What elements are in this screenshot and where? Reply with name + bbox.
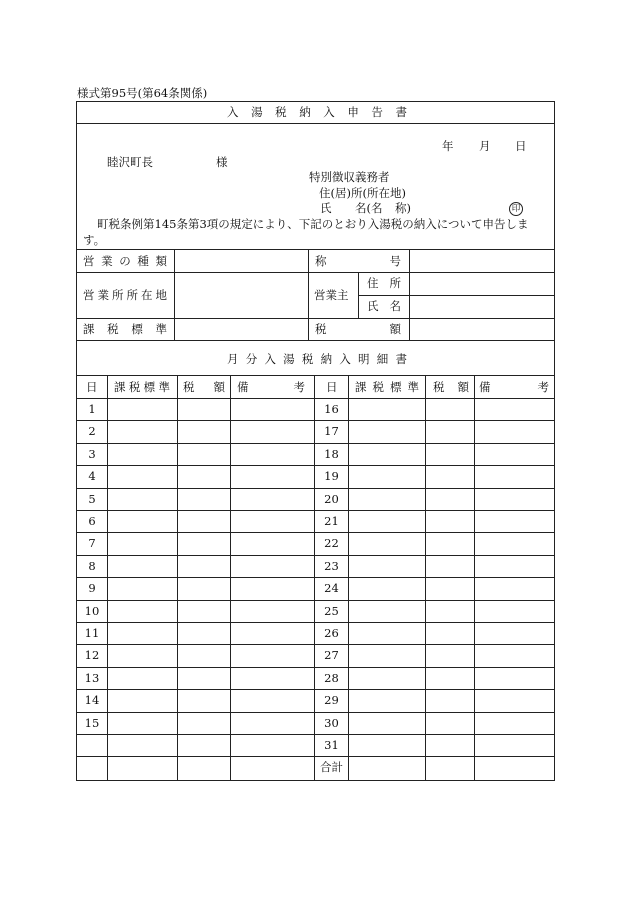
- label-char: 考: [293, 380, 305, 394]
- col-remarks-right: [479, 380, 549, 394]
- row-divider: [77, 555, 554, 556]
- day-right: 25: [324, 603, 339, 618]
- label-char: 入: [264, 352, 276, 366]
- label-char: 税: [275, 105, 287, 119]
- business-type-label: [83, 254, 167, 268]
- row-divider: [77, 488, 554, 489]
- divider: [409, 249, 410, 340]
- form-reference: 様式第95号(第64条関係): [77, 86, 208, 100]
- label-char: 称: [315, 254, 327, 268]
- tax-base-label: [83, 322, 167, 336]
- declaration-text-line2: す。: [83, 233, 106, 247]
- seal-mark: 印: [509, 202, 523, 216]
- label-char: 住: [367, 276, 379, 290]
- label-char: 在: [141, 288, 153, 302]
- day-left: 4: [88, 469, 96, 484]
- label-char: 入: [323, 105, 335, 119]
- day-left: 12: [84, 648, 100, 663]
- day-left: 1: [88, 402, 96, 416]
- label-char: 申: [347, 105, 359, 119]
- day-right: 29: [324, 693, 339, 708]
- detail-title: [227, 352, 407, 366]
- label-char: 備: [237, 380, 249, 394]
- day-left: 7: [88, 536, 96, 551]
- row-divider: [77, 465, 554, 466]
- label-char: 準: [155, 322, 167, 336]
- row-divider: [77, 600, 554, 601]
- label-char: 分: [245, 352, 258, 366]
- col-day-right: 日: [326, 380, 338, 394]
- col-tax-amount-right: [433, 380, 469, 394]
- divider: [77, 398, 554, 399]
- owner-label: 営業主: [314, 288, 349, 302]
- day-right: 17: [324, 424, 339, 439]
- label-char: 準: [158, 380, 170, 394]
- label-char: 備: [479, 380, 491, 394]
- divider: [358, 295, 554, 296]
- label-char: 額: [213, 380, 225, 394]
- day-right: 16: [324, 402, 339, 416]
- label-char: 種: [137, 254, 149, 268]
- divider: [77, 249, 554, 250]
- label-char: 考: [537, 380, 549, 394]
- row-divider: [77, 577, 554, 578]
- label-char: 告: [371, 105, 383, 119]
- label-char: 準: [407, 380, 419, 394]
- day-right: 18: [324, 446, 339, 461]
- col-tax-base-left: [114, 380, 170, 394]
- label-char: 課: [355, 380, 367, 394]
- divider: [77, 340, 554, 341]
- row-divider: [77, 756, 554, 757]
- business-location-label: [83, 288, 167, 302]
- name-label: [315, 254, 401, 268]
- day-right: 20: [324, 491, 339, 506]
- label-char: 税: [315, 322, 327, 336]
- addressee: 睦沢町長: [107, 155, 153, 169]
- row-divider: [77, 532, 554, 533]
- label-char: 標: [390, 380, 402, 394]
- divider: [77, 375, 554, 376]
- date-month: 月: [479, 139, 491, 153]
- label-char: 細: [376, 352, 389, 366]
- label-char: 額: [457, 380, 469, 394]
- label-char: 業: [101, 254, 113, 268]
- day-right: 24: [324, 581, 339, 596]
- day-left: 13: [84, 670, 100, 685]
- row-divider: [77, 667, 554, 668]
- label-char: 地: [155, 288, 167, 302]
- label-char: 所: [389, 276, 401, 290]
- label-char: 所: [126, 288, 138, 302]
- label-char: 号: [389, 254, 401, 268]
- day-right: 26: [324, 626, 339, 640]
- label-char: 書: [395, 352, 407, 366]
- day-right: 23: [324, 558, 339, 573]
- day-left: 14: [84, 693, 100, 708]
- divider: [77, 123, 554, 124]
- col-remarks-left: [237, 380, 305, 394]
- declaration-text-line1: 町税条例第145条第3項の規定により、下記のとおり入湯税の納入について申告しま: [97, 217, 529, 231]
- row-divider: [77, 712, 554, 713]
- row-divider: [77, 689, 554, 690]
- label-char: 標: [131, 322, 143, 336]
- day-left: 3: [88, 446, 96, 461]
- date-day: 日: [515, 139, 527, 153]
- day-right: 19: [324, 469, 339, 484]
- day-right: 21: [324, 514, 339, 528]
- owner-name-label: [367, 299, 401, 313]
- obligor-name-label-2: 名(名: [355, 201, 383, 215]
- label-char: 明: [358, 352, 370, 366]
- label-char: 所: [112, 288, 124, 302]
- label-char: の: [119, 254, 131, 268]
- obligor-role: 特別徴収義務者: [309, 170, 390, 184]
- obligor-address-label: 住(居)所(所在地): [319, 186, 406, 200]
- label-char: 納: [299, 105, 311, 119]
- label-char: 税: [128, 380, 141, 394]
- day-right: 22: [324, 536, 339, 551]
- col-day-left: 日: [86, 380, 98, 394]
- day-right: 27: [324, 648, 339, 663]
- label-char: 税: [107, 322, 119, 336]
- row-divider: [77, 622, 554, 623]
- date-year: 年: [442, 139, 454, 153]
- divider: [77, 318, 554, 319]
- label-char: 税: [301, 352, 314, 366]
- label-char: 名: [389, 299, 401, 313]
- label-char: 業: [97, 288, 109, 302]
- obligor-name-label-3: 称): [395, 201, 411, 215]
- day-left: 9: [88, 581, 96, 596]
- day-right: 30: [324, 715, 339, 730]
- day-left: 2: [88, 424, 96, 439]
- tax-amount-label: [315, 322, 401, 336]
- label-char: 入: [227, 105, 239, 119]
- row-divider: [77, 443, 554, 444]
- day-left: 10: [84, 603, 100, 618]
- declaration-form: [76, 101, 555, 781]
- label-char: 入: [339, 352, 351, 366]
- form-title: [227, 105, 407, 119]
- row-divider: [77, 510, 554, 511]
- day-left: 11: [84, 626, 100, 640]
- day-left: 5: [88, 491, 96, 506]
- label-char: 氏: [367, 299, 379, 313]
- day-left: 8: [88, 558, 96, 573]
- label-char: 標: [143, 380, 156, 394]
- label-char: 書: [395, 105, 407, 119]
- divider: [77, 272, 554, 273]
- label-char: 税: [372, 380, 384, 394]
- label-char: 納: [320, 352, 333, 366]
- label-char: 類: [155, 254, 167, 268]
- row-divider: [77, 734, 554, 735]
- label-char: 月: [227, 352, 239, 366]
- obligor-name-label-1: 氏: [320, 201, 332, 215]
- label-char: 湯: [283, 352, 295, 366]
- owner-address-label: [367, 276, 401, 290]
- day-left: 15: [84, 715, 100, 730]
- label-char: 額: [389, 322, 401, 336]
- divider: [174, 249, 175, 340]
- row-divider: [77, 644, 554, 645]
- divider: [308, 249, 309, 340]
- day-left: 6: [88, 514, 96, 528]
- label-char: 税: [433, 380, 445, 394]
- label-char: 営: [83, 288, 95, 302]
- divider: [358, 272, 359, 318]
- col-tax-amount-left: [183, 380, 225, 394]
- addressee-honorific: 様: [216, 155, 228, 169]
- day-right: 28: [324, 670, 339, 685]
- day-right: 合計: [320, 760, 343, 775]
- label-char: 課: [114, 380, 126, 394]
- label-char: 税: [183, 380, 195, 394]
- label-char: 湯: [251, 105, 263, 119]
- label-char: 課: [83, 322, 95, 336]
- row-divider: [77, 420, 554, 421]
- label-char: 営: [83, 254, 95, 268]
- col-tax-base-right: [355, 380, 419, 394]
- day-right: 31: [324, 738, 339, 752]
